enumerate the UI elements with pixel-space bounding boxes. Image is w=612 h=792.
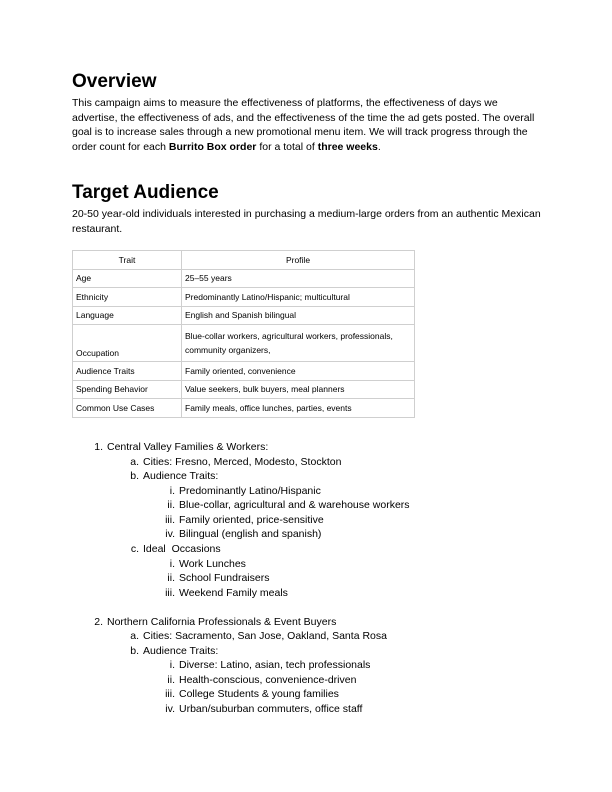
table-cell-trait: Common Use Cases bbox=[73, 399, 182, 418]
list-item-text: Central Valley Families & Workers: bbox=[107, 441, 269, 453]
list-marker: i. bbox=[169, 485, 175, 497]
list-item-level-3 bbox=[165, 702, 363, 716]
list-item-text: Ideal Occasions bbox=[143, 543, 221, 555]
list-marker: ii. bbox=[167, 499, 175, 511]
target-audience-paragraph: 20-50 year-old individuals interested in purchasing a medium-large orders from an authentic Mexican restaurant. bbox=[72, 208, 541, 235]
overview-bold-1: Burrito Box order bbox=[168, 140, 257, 153]
list-marker: b. bbox=[130, 470, 139, 482]
list-item-text: Audience Traits: bbox=[143, 470, 219, 482]
list-item-text: Work Lunches bbox=[179, 558, 246, 570]
list-item-level-2 bbox=[130, 629, 387, 643]
table-cell-profile: Family oriented, convenience bbox=[182, 362, 415, 381]
list-item-level-2 bbox=[130, 644, 219, 658]
list-item-text: Bilingual (english and spanish) bbox=[179, 528, 322, 540]
list-marker: iii. bbox=[165, 514, 175, 526]
table-row bbox=[73, 288, 415, 307]
table-cell-trait: Audience Traits bbox=[73, 362, 182, 381]
table-cell-profile: English and Spanish bilingual bbox=[182, 306, 415, 325]
table-cell-profile: Predominantly Latino/Hispanic; multicultural bbox=[182, 288, 415, 307]
table-row bbox=[73, 362, 415, 381]
table-cell-trait: Language bbox=[73, 306, 182, 325]
list-item-level-2 bbox=[130, 455, 342, 469]
overview-text-2: for a total of bbox=[256, 140, 318, 153]
table-cell-trait: Ethnicity bbox=[73, 288, 182, 307]
list-marker: iv. bbox=[165, 528, 175, 540]
list-item-level-2 bbox=[130, 469, 219, 483]
list-item-level-3 bbox=[167, 498, 410, 512]
table-cell-trait: Occupation bbox=[73, 325, 182, 362]
table-cell-profile: Value seekers, bulk buyers, meal planners bbox=[182, 380, 415, 399]
table-header-trait: Trait bbox=[73, 251, 182, 270]
table-row bbox=[73, 269, 415, 288]
table-cell-profile: Family meals, office lunches, parties, events bbox=[182, 399, 415, 418]
list-item-level-2 bbox=[130, 542, 221, 556]
list-item-text: Northern California Professionals & Event Buyers bbox=[107, 616, 337, 628]
list-item-level-3 bbox=[165, 687, 339, 701]
list-marker: iii. bbox=[165, 688, 175, 700]
list-item-level-3 bbox=[165, 527, 322, 541]
list-item-level-1 bbox=[94, 615, 337, 629]
list-item-text: College Students & young families bbox=[179, 688, 339, 700]
list-item-text: School Fundraisers bbox=[179, 572, 270, 584]
table-cell-profile: Blue-collar workers, agricultural workers, professionals, community organizers, bbox=[182, 325, 415, 362]
list-marker: 2. bbox=[94, 616, 103, 628]
overview-paragraph bbox=[72, 96, 542, 154]
overview-text-3: . bbox=[377, 140, 381, 153]
list-item-level-3 bbox=[167, 571, 270, 585]
list-item-text: Weekend Family meals bbox=[179, 587, 288, 599]
table-cell-trait: Age bbox=[73, 269, 182, 288]
table-row bbox=[73, 306, 415, 325]
target-audience-heading: Target Audience bbox=[72, 182, 219, 203]
list-item-level-3 bbox=[169, 557, 246, 571]
overview-bold-2: three weeks bbox=[317, 140, 378, 153]
list-marker: iv. bbox=[165, 703, 175, 715]
list-item-level-3 bbox=[165, 513, 324, 527]
list-item-text: Health-conscious, convenience-driven bbox=[179, 674, 357, 686]
table-cell-profile: 25–55 years bbox=[182, 269, 415, 288]
table-header-row bbox=[73, 251, 415, 270]
list-marker: i. bbox=[169, 558, 175, 570]
list-marker: a. bbox=[130, 456, 139, 468]
list-item-text: Urban/suburban commuters, office staff bbox=[179, 703, 363, 715]
list-item-level-3 bbox=[167, 673, 357, 687]
list-marker: iii. bbox=[165, 587, 175, 599]
list-item-level-1 bbox=[94, 440, 269, 454]
table-header-profile: Profile bbox=[182, 251, 415, 270]
table-cell-trait: Spending Behavior bbox=[73, 380, 182, 399]
list-item-level-3 bbox=[165, 586, 288, 600]
list-marker: i. bbox=[169, 659, 175, 671]
list-item-text: Cities: Sacramento, San Jose, Oakland, Santa Rosa bbox=[143, 630, 387, 642]
list-item-text: Audience Traits: bbox=[143, 645, 219, 657]
list-marker: c. bbox=[130, 543, 139, 555]
list-item-text: Predominantly Latino/Hispanic bbox=[179, 485, 321, 497]
list-item-text: Diverse: Latino, asian, tech professionals bbox=[179, 659, 371, 671]
list-marker: a. bbox=[130, 630, 139, 642]
overview-heading: Overview bbox=[72, 71, 157, 92]
list-item-text: Cities: Fresno, Merced, Modesto, Stockton bbox=[143, 456, 342, 468]
overview-text-1: This campaign aims to measure the effectiveness of platforms, the effectiveness of days we advertise, the effectiveness of ads, and the effectiveness of the time the ad gets posted. The overall goal is to increase sales through a new promotional menu item. We will track progress through the order count for each bbox=[72, 97, 535, 153]
list-item-text: Blue-collar, agricultural and & warehouse workers bbox=[179, 499, 410, 511]
table-row bbox=[73, 399, 415, 418]
list-marker: ii. bbox=[167, 674, 175, 686]
list-item-text: Family oriented, price-sensitive bbox=[179, 514, 324, 526]
audience-profile-table bbox=[72, 250, 415, 418]
list-item-level-3 bbox=[169, 484, 321, 498]
list-marker: ii. bbox=[167, 572, 175, 584]
table-row bbox=[73, 380, 415, 399]
list-marker: b. bbox=[130, 645, 139, 657]
table-row bbox=[73, 325, 415, 362]
list-item-level-3 bbox=[169, 658, 371, 672]
list-marker: 1. bbox=[94, 441, 103, 453]
